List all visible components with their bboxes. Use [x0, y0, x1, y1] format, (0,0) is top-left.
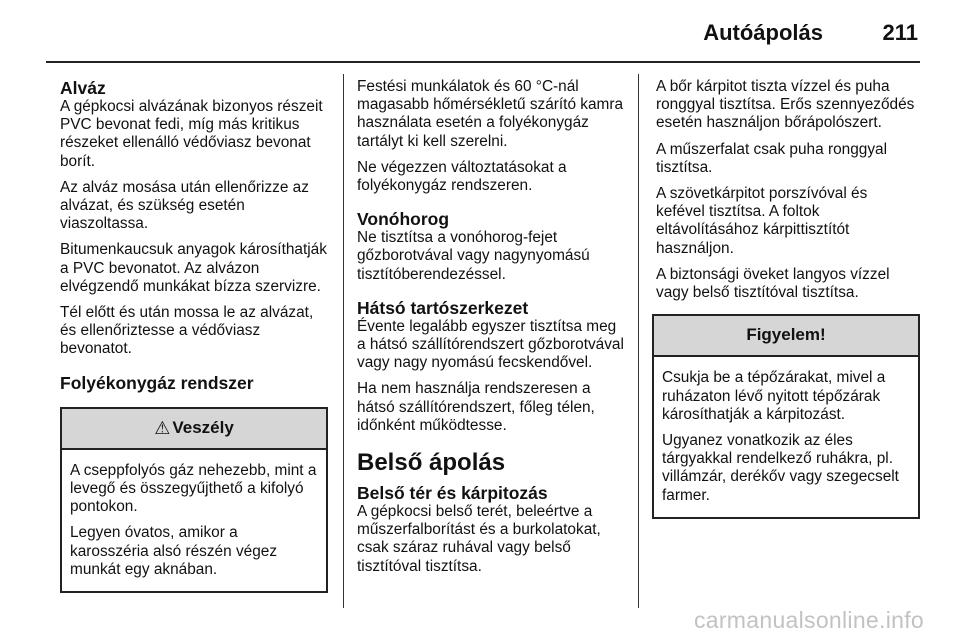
heading-vonohorog: Vonóhorog [357, 209, 450, 230]
notice-box-body [654, 357, 918, 516]
danger-box [60, 407, 328, 593]
header-divider [46, 61, 920, 63]
heading-belso-ter: Belső tér és kárpitozás [357, 483, 548, 504]
paragraph: Legyen óvatos, amikor a karosszéria alsó részén végez munkát egy aknában. [70, 524, 278, 578]
column-1 [60, 78, 328, 593]
danger-box-body [62, 450, 326, 591]
paragraph: Festési munkálatok és 60 °C-nál magasabb hőmérsékletű szárító kamra használata esetén a folyékonygáz tartályt ki kell szerelni. [357, 78, 624, 150]
danger-box-header [62, 409, 326, 450]
paragraph: Bitumenkaucsuk anyagok károsíthatják a PVC bevonatot. Az alvázon elvégzendő munkákat bízza szervizre. [60, 241, 327, 295]
heading-alvaz: Alváz [60, 78, 106, 98]
watermark: carmanualsonline.info [693, 607, 924, 633]
column-2 [357, 78, 627, 584]
heading-folyekonygaz: Folyékonygáz rendszer [60, 372, 254, 393]
section-title: Autóápolás [703, 20, 823, 45]
danger-box-title: Veszély [172, 417, 234, 437]
page-number: 211 [882, 20, 918, 45]
column-divider-2 [638, 74, 639, 608]
paragraph: A bőr kárpitot tiszta vízzel és puha ronggyal tisztítsa. Erős szennyeződés esetén használjon bőrápolószert. [656, 78, 915, 132]
notice-box [652, 314, 920, 519]
warning-icon: ⚠ [154, 417, 171, 438]
paragraph: A biztonsági öveket langyos vízzel vagy belső tisztítóval tisztítsa. [656, 265, 890, 302]
column-3 [656, 78, 920, 519]
paragraph: A szövetkárpitot porszívóval és kefével tisztítsa. A foltok eltávolításához kárpittisztítót használjon. [656, 185, 868, 257]
heading-hatso-tartoszerkezet: Hátsó tartószerkezet [357, 297, 529, 318]
column-divider-1 [343, 74, 344, 608]
paragraph: Ha nem használja rendszeresen a hátsó szállítórendszert, főleg télen, időnként működtesse. [357, 380, 595, 434]
paragraph: A műszerfalat csak puha ronggyal tisztítsa. [656, 140, 887, 176]
paragraph: Ne végezzen változtatásokat a folyékonygáz rendszeren. [357, 158, 567, 195]
paragraph: Évente legalább egyszer tisztítsa meg a hátsó szállítórendszert gőzborotvával vagy nagy nyomású fecskendővel. [357, 317, 624, 372]
paragraph: Csukja be a tépőzárakat, mivel a ruházaton lévő nyitott tépőzárak károsíthatják a kárpitozást. [662, 369, 886, 423]
paragraph: A gépkocsi alvázának bizonyos részeit PVC bevonat fedi, míg más kritikus részeket ellenálló védőviasz bevonat borít. [60, 98, 323, 170]
paragraph: A gépkocsi belső terét, beleértve a műszerfalborítást és a burkolatokat, csak száraz ruhával vagy belső tisztítóval tisztítsa. [357, 503, 601, 575]
paragraph: Tél előtt és után mossa le az alvázat, és ellenőriztesse a védőviasz bevonatot. [60, 304, 314, 358]
heading-belso-apolas: Belső ápolás [357, 449, 506, 477]
paragraph: Az alváz mosása után ellenőrizze az alvázat, és szükség esetén viaszoltassa. [60, 178, 309, 233]
notice-box-title: Figyelem! [654, 316, 918, 357]
paragraph: Ne tisztítsa a vonóhorog-fejet gőzborotvával vagy nagynyomású tisztítóberendezéssel. [357, 229, 590, 283]
paragraph: Ugyanez vonatkozik az éles tárgyakkal rendelkező ruhákra, pl. villámzár, derékőv vagy szegecselt farmer. [662, 432, 899, 504]
paragraph: A cseppfolyós gáz nehezebb, mint a levegő és összegyűjthető a kifolyó pontokon. [70, 461, 317, 516]
